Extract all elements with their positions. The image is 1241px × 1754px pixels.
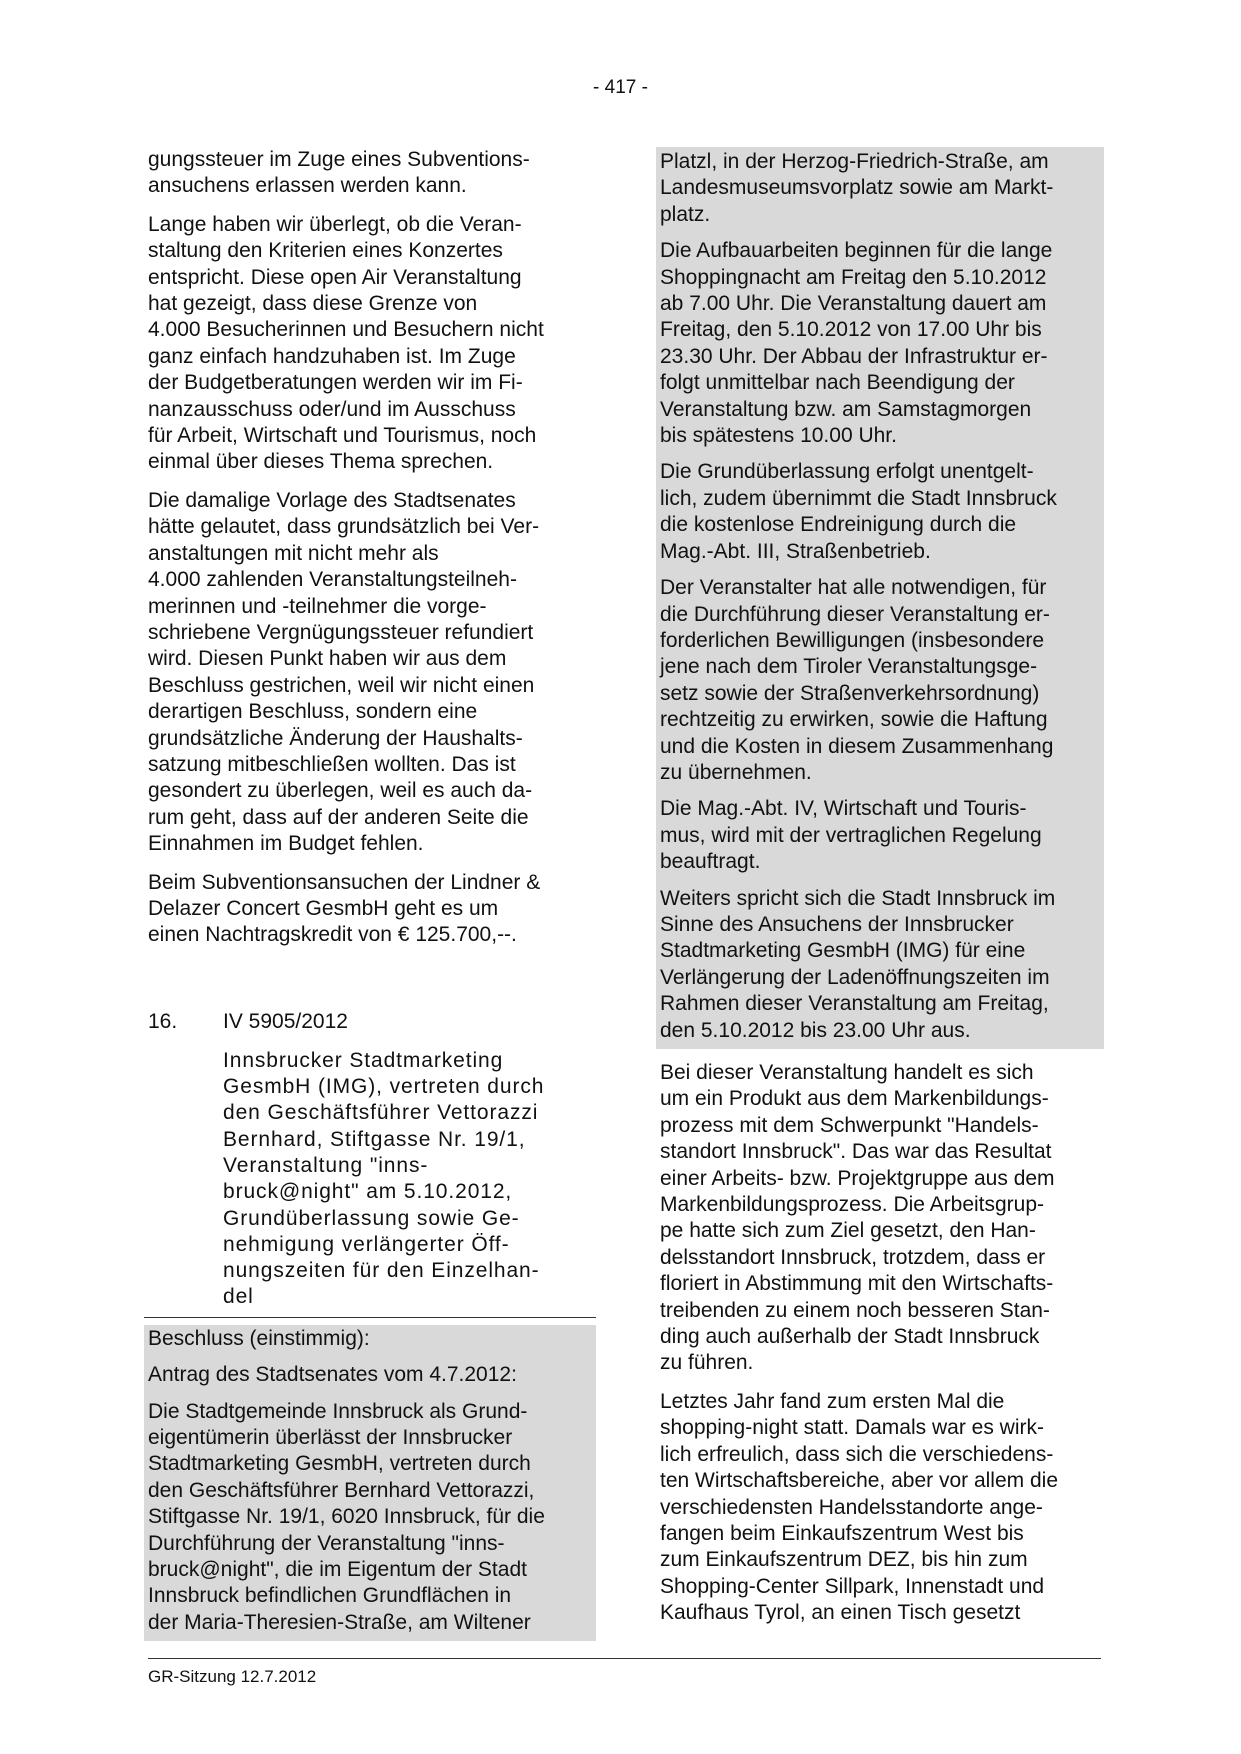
text-line: lich, zudem übernimmt die Stadt Innsbruck [660,486,1057,510]
page-number: - 417 - [593,77,648,98]
paragraph [148,488,592,858]
text-line: platz. [660,202,711,226]
text-line: Rahmen dieser Veranstaltung am Freitag, [660,992,1049,1016]
text-line: prozess mit dem Schwerpunkt "Handels- [660,1113,1039,1137]
text-line: 23.30 Uhr. Der Abbau der Infrastruktur er- [660,344,1048,368]
agenda-item-number: 16. [148,1009,178,1033]
text-line: nehmigung verlängerter Öff- [223,1232,510,1256]
text-line: forderlichen Bewilligungen (insbesondere [660,628,1045,652]
text-line: rechtzeitig zu erwirken, sowie die Haftung [660,708,1048,732]
text-line: Beschluss (einstimmig): [148,1326,370,1350]
text-line: der Maria-Theresien-Straße, am Wiltener [148,1610,531,1634]
text-line: pe hatte sich zum Ziel gesetzt, den Han- [660,1219,1036,1243]
resolution-paragraph [660,796,1100,875]
text-line: ansuchens erlassen werden kann. [148,174,467,198]
text-line: ab 7.00 Uhr. Die Veranstaltung dauert am [660,292,1047,316]
text-line: beauftragt. [660,850,761,874]
text-line: satzung mitbeschließen wollten. Das ist [148,752,516,776]
text-line: grundsätzliche Änderung der Haushalts- [148,726,523,750]
text-line: Die damalige Vorlage des Stadtsenates [148,488,516,512]
text-line: Beim Subventionsansuchen der Lindner & [148,870,541,894]
agenda-item-reference: IV 5905/2012 [223,1009,348,1033]
agenda-item-subject [223,1048,592,1311]
text-line: setz sowie der Straßenverkehrsordnung) [660,681,1040,705]
text-line: einen Nachtragskredit von € 125.700,--. [148,923,517,947]
text-line: Der Veranstalter hat alle notwendigen, für [660,576,1047,600]
text-line: Stiftgasse Nr. 19/1, 6020 Innsbruck, für die [148,1505,545,1529]
text-line: 4.000 zahlenden Veranstaltungsteilneh- [148,568,517,592]
text-line: Verlängerung der Ladenöffnungszeiten im [660,965,1050,989]
text-line: Platzl, in der Herzog-Friedrich-Straße, am [660,150,1049,173]
text-line: derartigen Beschluss, sondern eine [148,700,478,724]
footer-divider [148,1658,1101,1659]
text-line: jene nach dem Tiroler Veranstaltungsge- [660,655,1038,679]
text-line: um ein Produkt aus dem Markenbildungs- [660,1087,1049,1111]
text-line: ten Wirtschaftsbereiche, aber vor allem die [660,1469,1059,1493]
text-line: rum geht, dass auf der anderen Seite die [148,805,529,829]
text-line: Mag.-Abt. III, Straßenbetrieb. [660,539,931,563]
text-line: einer Arbeits- bzw. Projektgruppe aus dem [660,1166,1055,1190]
text-line: gungssteuer im Zuge eines Subventions- [148,148,530,171]
text-line: Shopping-Center Sillpark, Innenstadt und [660,1574,1045,1598]
text-line: Letztes Jahr fand zum ersten Mal die [660,1389,1005,1413]
text-line: bruck@night", die im Eigentum der Stadt [148,1558,527,1581]
resolution-paragraph [148,1399,592,1637]
text-line: Bei dieser Veranstaltung handelt es sich [660,1061,1034,1084]
text-line: Lange haben wir überlegt, ob die Veran- [148,212,522,236]
text-line: wird. Diesen Punkt haben wir aus dem [148,647,507,671]
left-paragraphs [148,147,592,949]
text-line: hat gezeigt, dass diese Grenze von [148,292,478,316]
text-line: staltung den Kriterien eines Konzertes [148,239,503,263]
text-line: Kaufhaus Tyrol, an einen Tisch gesetzt [660,1601,1021,1625]
agenda-item-header [148,1009,592,1035]
text-line: bruck@night" am 5.10.2012, [223,1180,513,1204]
text-line: Grundüberlassung sowie Ge- [223,1206,520,1230]
paragraph [660,1060,1100,1377]
text-line: Beschluss gestrichen, weil wir nicht einen [148,673,535,697]
text-line: shopping-night statt. Damals war es wirk- [660,1416,1044,1440]
text-line: Delazer Concert GesmbH geht es um [148,896,499,920]
resolution-paragraph [660,459,1100,565]
text-line: Landesmuseumsvorplatz sowie am Markt- [660,176,1054,200]
text-line: folgt unmittelbar nach Beendigung der [660,371,1015,395]
text-line: nanzausschuss oder/und im Ausschuss [148,397,516,421]
text-line: standort Innsbruck". Das war das Resultat [660,1140,1052,1164]
text-line: bis spätestens 10.00 Uhr. [660,424,897,448]
resolution-paragraph [660,238,1100,449]
text-line: ganz einfach handzuhaben ist. Im Zuge [148,344,516,368]
text-line: 4.000 Besucherinnen und Besuchern nicht [148,318,544,342]
text-line: verschiedensten Handelsstandorte ange- [660,1495,1043,1519]
resolution-paragraph [148,1326,592,1352]
text-line: Durchführung der Veranstaltung "inns- [148,1531,505,1555]
text-line: nungszeiten für den Einzelhan- [223,1259,540,1283]
text-line: Freitag, den 5.10.2012 von 17.00 Uhr bis [660,318,1042,342]
text-line: treibenden zu einem noch besseren Stan- [660,1298,1050,1322]
resolution-paragraph [660,575,1100,786]
text-line: der Budgetberatungen werden wir im Fi- [148,371,523,395]
resolution-block-continued [656,147,1104,1049]
text-line: Die Grundüberlassung erfolgt unentgelt- [660,460,1034,484]
text-line: entspricht. Diese open Air Veranstaltung [148,265,522,289]
text-line: Die Stadtgemeinde Innsbruck als Grund- [148,1399,528,1423]
text-line: Markenbildungsprozess. Die Arbeitsgrup- [660,1193,1045,1217]
text-line: die kostenlose Endreinigung durch die [660,513,1017,537]
text-line: del [223,1285,254,1309]
agenda-item-divider [144,1317,596,1318]
text-line: ding auch außerhalb der Stadt Innsbruck [660,1325,1040,1349]
text-line: schriebene Vergnügungssteuer refundiert [148,620,534,644]
agenda-item [148,1009,592,1318]
resolution-paragraph [660,149,1100,228]
text-line: mus, wird mit der vertraglichen Regelung [660,823,1042,847]
text-line: Veranstaltung bzw. am Samstagmorgen [660,397,1032,421]
text-line: für Arbeit, Wirtschaft und Tourismus, noch [148,424,537,448]
text-line: zu übernehmen. [660,760,812,784]
resolution-paragraph [148,1362,592,1388]
resolution-paragraph [660,886,1100,1044]
paragraph [660,1389,1100,1627]
left-column [148,147,592,1641]
text-line: merinnen und -teilnehmer die vorge- [148,594,487,618]
text-line: den 5.10.2012 bis 23.00 Uhr aus. [660,1018,971,1042]
right-paragraphs [660,1060,1100,1627]
text-line: den Geschäftsführer Vettorazzi [223,1101,539,1125]
right-column [660,147,1100,1639]
text-line: GesmbH (IMG), vertreten durch [223,1075,545,1099]
paragraph [148,870,592,949]
text-line: Bernhard, Stiftgasse Nr. 19/1, [223,1127,526,1151]
paragraph [148,147,592,200]
text-line: eigentümerin überlässt der Innsbrucker [148,1425,513,1449]
text-line: Innsbrucker Stadtmarketing [223,1048,504,1072]
text-line: hätte gelautet, dass grundsätzlich bei Ver- [148,515,540,539]
text-line: Stadtmarketing GesmbH (IMG) für eine [660,939,1026,963]
text-line: Antrag des Stadtsenates vom 4.7.2012: [148,1363,517,1387]
text-line: Weiters spricht sich die Stadt Innsbruck im [660,886,1056,910]
text-line: die Durchführung dieser Veranstaltung er- [660,602,1050,626]
text-line: zu führen. [660,1351,754,1375]
text-line: Sinne des Ansuchens der Innsbrucker [660,912,1014,936]
text-line: und die Kosten in diesem Zusammenhang [660,734,1054,758]
text-line: Stadtmarketing GesmbH, vertreten durch [148,1452,531,1476]
text-line: den Geschäftsführer Bernhard Vettorazzi, [148,1478,535,1502]
paragraph [148,212,592,476]
text-line: anstaltungen mit nicht mehr als [148,541,439,565]
text-line: lich erfreulich, dass sich die verschiedens- [660,1442,1054,1466]
text-line: Veranstaltung "inns- [223,1153,429,1177]
text-line: fangen beim Einkaufszentrum West bis [660,1521,1024,1545]
text-line: delsstandort Innsbruck, trotzdem, dass er [660,1245,1046,1269]
footer-session-label: GR-Sitzung 12.7.2012 [148,1667,317,1686]
text-line: Innsbruck befindlichen Grundflächen in [148,1584,512,1608]
text-line: gesondert zu überlegen, weil es auch da- [148,779,533,803]
text-line: floriert in Abstimmung mit den Wirtschafts- [660,1272,1054,1296]
resolution-block [144,1325,596,1641]
text-line: Die Aufbauarbeiten beginnen für die lange [660,239,1053,263]
text-line: zum Einkaufszentrum DEZ, bis hin zum [660,1548,1028,1572]
text-line: Die Mag.-Abt. IV, Wirtschaft und Touris- [660,797,1027,821]
text-line: Einnahmen im Budget fehlen. [148,832,424,856]
text-line: Shoppingnacht am Freitag den 5.10.2012 [660,265,1047,289]
text-line: einmal über dieses Thema sprechen. [148,450,494,474]
